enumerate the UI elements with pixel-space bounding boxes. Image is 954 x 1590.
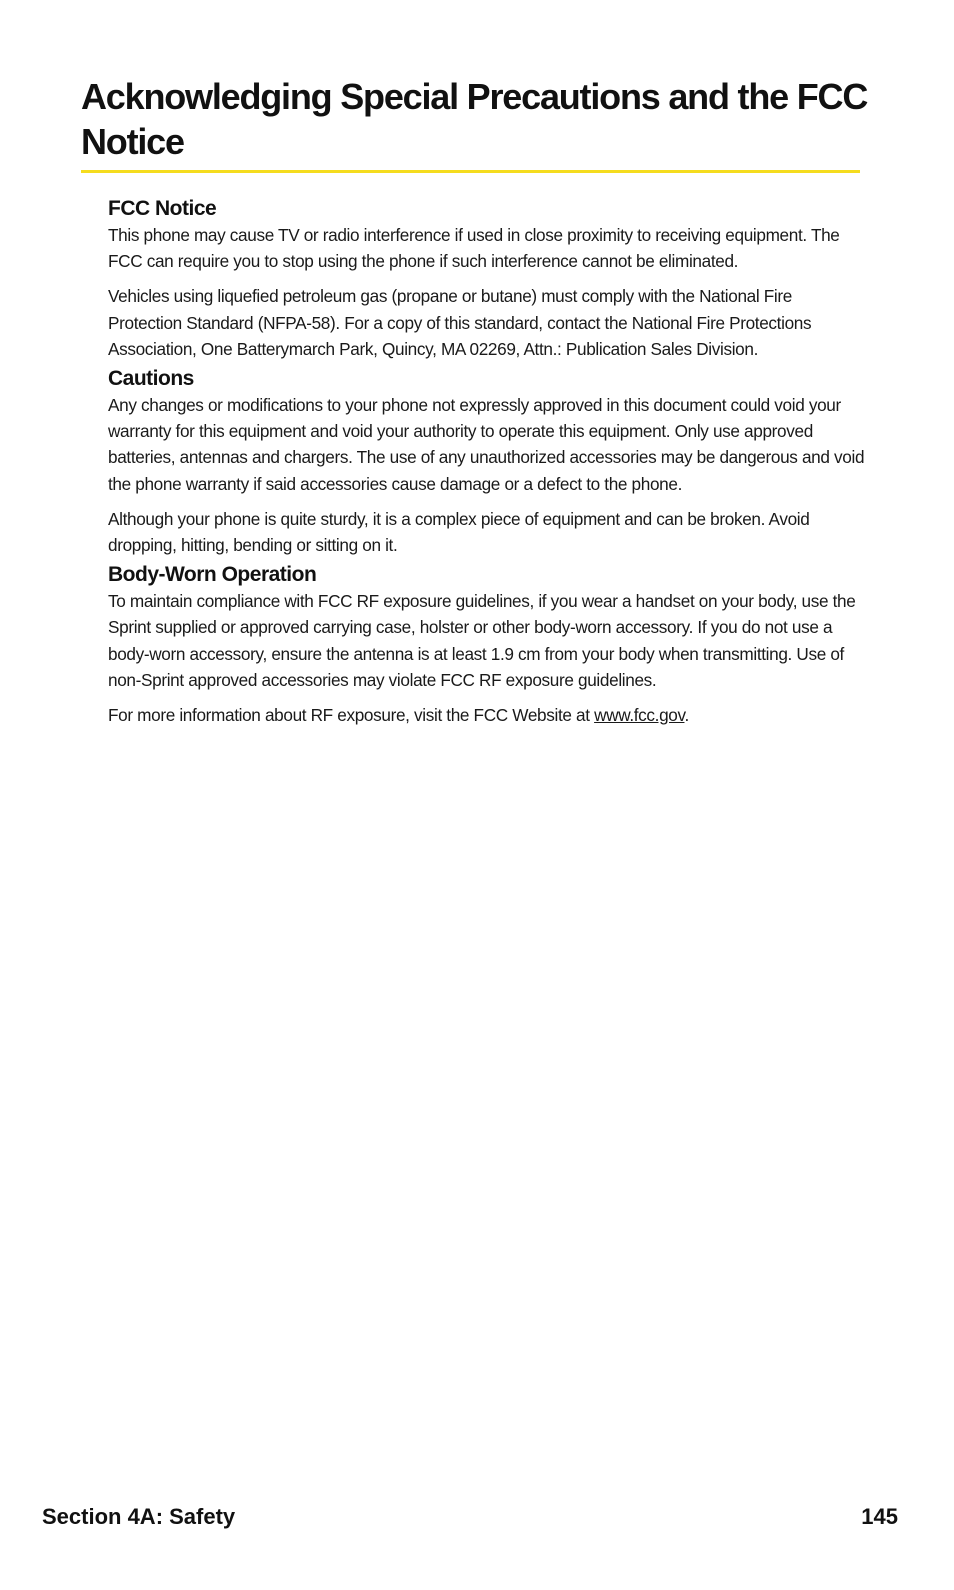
footer-section-label: Section 4A: Safety <box>42 1504 236 1529</box>
page-title: Acknowledging Special Precautions and the FCC Notice <box>81 76 868 162</box>
section-heading-cautions: Cautions <box>108 367 194 391</box>
footer-page-number: 145 <box>861 1504 898 1529</box>
paragraph-rf-compliance: To maintain compliance with FCC RF exposure guidelines, if you wear a handset on your body, use the Sprint supplied or approved carrying case, holster or other body-worn accessory. If you do not use a body-worn accessory, ensure the antenna is at least 1.9 cm from your body when transmitting. Use of non-Sprint approved accessories may violate FCC RF exposure guidelines. <box>108 591 856 690</box>
section-heading-fcc-notice: FCC Notice <box>108 197 217 220</box>
fcc-website-link[interactable]: www.fcc.gov <box>594 705 685 726</box>
page-content <box>108 196 868 737</box>
paragraph-rf-more-info <box>108 702 868 728</box>
rf-more-info-prefix: For more information about RF exposure, visit the FCC Website at <box>108 705 595 726</box>
rf-more-info-suffix: . <box>684 705 689 726</box>
title-underline <box>81 170 860 173</box>
paragraph-sturdy-phone: Although your phone is quite sturdy, it is a complex piece of equipment and can be broken. Avoid dropping, hitting, bending or sitting on it. <box>108 508 810 556</box>
paragraph-lpg-vehicles: Vehicles using liquefied petroleum gas (propane or butane) must comply with the National Fire Protection Standard (NFPA-58). For a copy of this standard, contact the National Fire Protections Association, One Batterymarch Park, Quincy, MA 02269, Attn.: Publication Sales Division. <box>108 286 812 359</box>
section-heading-body-worn: Body-Worn Operation <box>108 563 317 587</box>
paragraph-modifications: Any changes or modifications to your phone not expressly approved in this document could void your warranty for this equipment and void your authority to operate this equipment. Only use approved batteries, antennas and chargers. The use of any unauthorized accessories may be dangerous and void the phone warranty if said accessories cause damage or a defect to the phone. <box>108 395 865 494</box>
paragraph-fcc-interference: This phone may cause TV or radio interference if used in close proximity to receiving equipment. The FCC can require you to stop using the phone if such interference cannot be eliminated. <box>108 225 840 272</box>
